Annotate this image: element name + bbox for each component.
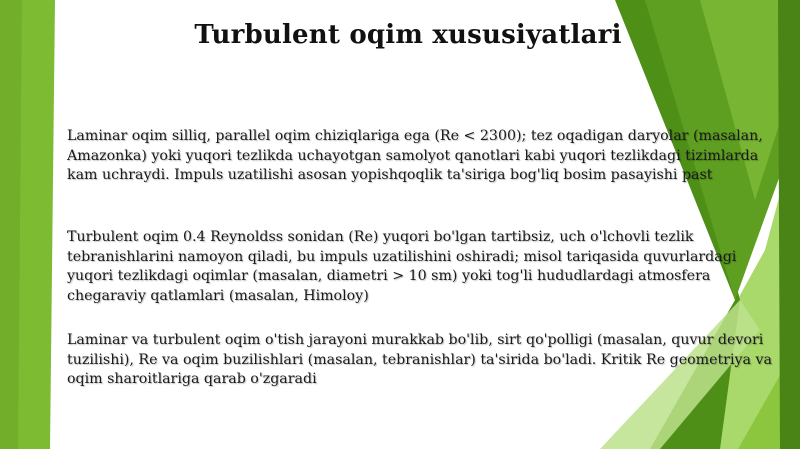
slide-title: Turbulent oqim xususiyatlari [194, 20, 622, 50]
paragraph-laminar: Laminar oqim silliq, parallel oqim chiziqlariga ega (Re < 2300); tez oqadigan daryolar (masalan, Amazonka) yoki yuqori tezlikda uchayotgan samolyot qanotlari kabi yuqori tezlikdagi tizimlarda kam uchraydi. Impuls uzatilishi asosan yopishqoqlik ta'siriga bog'liq bosim pasayishi past [67, 128, 763, 184]
paragraph-transition: Laminar va turbulent oqim o'tish jarayoni murakkab bo'lib, sirt qo'polligi (masalan, quvur devori tuzilishi), Re va oqim buzilishlari (masalan, tebranishlar) ta'sirida bo'ladi. Kritik Re geometriya va oqim sharoitlariga qarab o'zgaradi [67, 332, 772, 388]
right-edge-strip [778, 0, 800, 449]
paragraph-turbulent: Turbulent oqim 0.4 Reynoldss sonidan (Re) yuqori bo'lgan tartibsiz, uch o'lchovli tezlik tebranishlarini namoyon qiladi, bu impuls uzatilishini oshiradi; misol tariqasida quvurlardagi yuqori tezlikdagi oqimlar (masalan, diametri > 10 sm) yoki tog'li hududlardagi atmosfera chegaraviy qatlamlari (masalan, Himoloy) [67, 229, 737, 304]
